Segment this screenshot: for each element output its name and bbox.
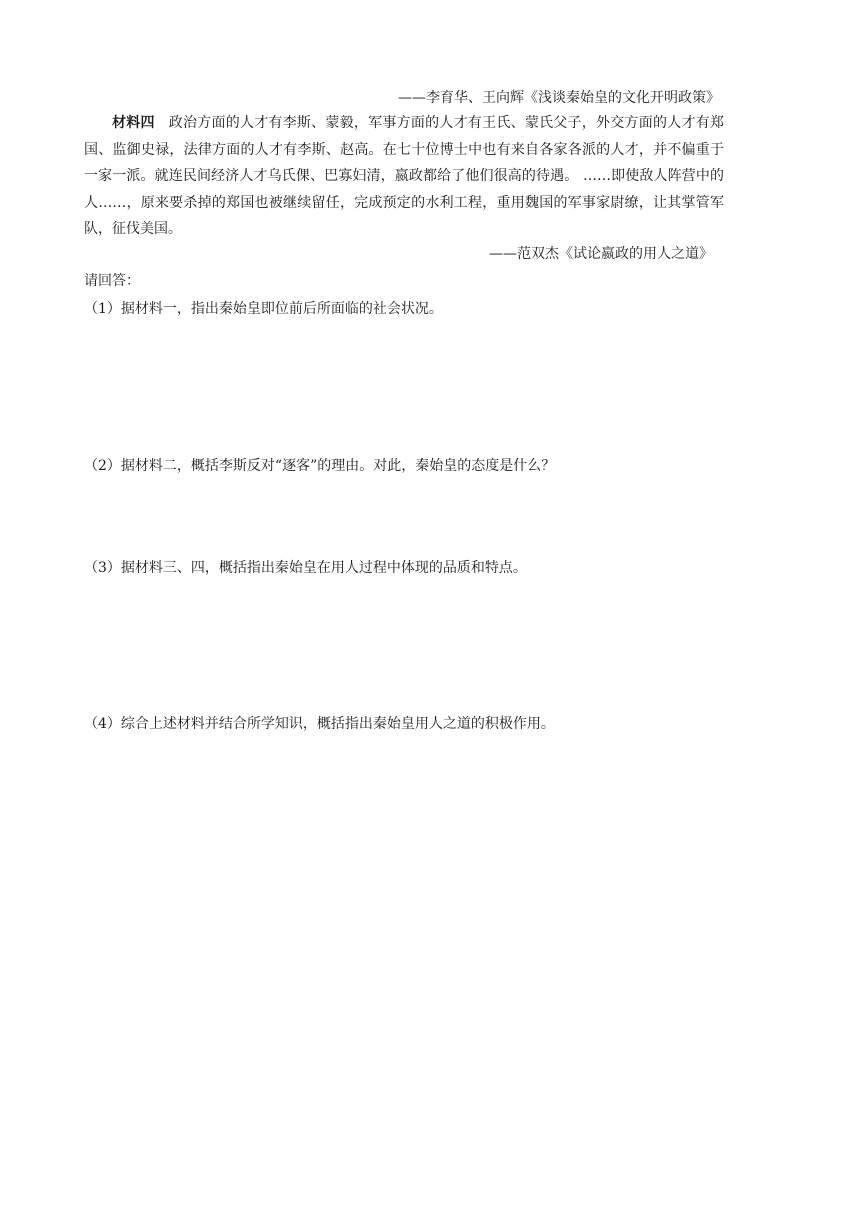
question-2: （2）据材料二，概括李斯反对“逐客”的理由。对此，秦始皇的态度是什么？ — [84, 458, 556, 474]
question-1: （1）据材料一，指出秦始皇即位前后所面临的社会状况。 — [84, 301, 443, 317]
citation-source-4: ——范双杰《试论嬴政的用人之道》 — [489, 246, 713, 262]
answer-area-3[interactable] — [84, 582, 724, 707]
material-four-paragraph — [84, 110, 724, 243]
material-four-text: 政治方面的人才有李斯、蒙毅，军事方面的人才有王氏、蒙氏父子，外交方面的人才有郑国、监御史禄，法律方面的人才有李斯、赵高。在七十位博士中也有来自各家各派的人才，并不偏重于一家一派。就连民间经济人才乌氏倮、巴寡妇清，嬴政都给了他们很高的待遇。 ……即使敌人阵营中的人……，原来要杀掉的郑国也被继续留任，完成预定的水利工程，重用魏国的军事家尉缭，让其掌管军队，征伐美国。 — [84, 115, 725, 237]
question-4: （4）综合上述材料并结合所学知识，概括指出秦始皇用人之道的积极作用。 — [84, 716, 555, 732]
question-3: （3）据材料三、四，概括指出秦始皇在用人过程中体现的品质和特点。 — [84, 560, 527, 576]
answer-prompt: 请回答： — [84, 273, 140, 289]
material-four-label: 材料四 — [112, 115, 155, 131]
answer-area-4[interactable] — [84, 740, 724, 1140]
answer-area-2[interactable] — [84, 480, 724, 550]
citation-source-3: ——李育华、王向辉《浅谈秦始皇的文化开明政策》 — [398, 90, 720, 106]
answer-area-1[interactable] — [84, 322, 724, 447]
